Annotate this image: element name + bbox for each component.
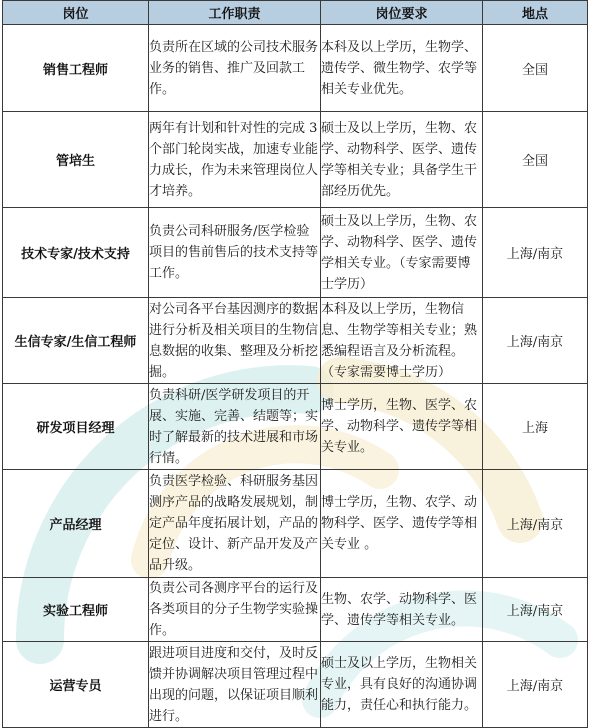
position-cell: 管培生 xyxy=(3,112,149,208)
table-row xyxy=(3,642,588,728)
requirements-cell: 本科及以上学历，生物信息、生物学等相关专业；熟悉编程语言及分析流程。（专家需要博士学历） xyxy=(321,298,483,384)
duties-cell: 对公司各平台基因测序的数据进行分析及相关项目的生物信息数据的收集、整理及分析挖掘。 xyxy=(149,298,321,384)
header-position: 岗位 xyxy=(3,1,149,25)
duties-cell: 负责公司各测序平台的运行及各类项目的分子生物学实验操作。 xyxy=(149,578,321,642)
table-row xyxy=(3,208,588,298)
location-cell: 上海/南京 xyxy=(483,298,588,384)
duties-cell: 负责医学检验、科研服务基因测序产品的战略发展规划，制定产品年度拓展计划，产品的定位、设计、新产品开发及产品升级。 xyxy=(149,470,321,578)
requirements-cell: 博士学历，生物、农学、动物科学、医学、遗传学等相关专业 。 xyxy=(321,470,483,578)
location-cell: 全国 xyxy=(483,112,588,208)
position-cell: 运营专员 xyxy=(3,642,149,728)
table-row xyxy=(3,578,588,642)
requirements-cell: 硕士及以上学历，生物、农学、动物科学、医学、遗传学等相关专业；具备学生干部经历优先。 xyxy=(321,112,483,208)
location-cell: 上海/南京 xyxy=(483,578,588,642)
requirements-cell: 硕士及以上学历，生物相关专业，具有良好的沟通协调能力，责任心和执行能力。 xyxy=(321,642,483,728)
requirements-cell: 博士学历，生物、医学、农学、动物科学、遗传学等相关专业。 xyxy=(321,384,483,470)
location-cell: 上海 xyxy=(483,384,588,470)
location-cell: 全国 xyxy=(483,25,588,112)
table-row xyxy=(3,25,588,112)
location-cell: 上海/南京 xyxy=(483,470,588,578)
location-cell: 上海/南京 xyxy=(483,208,588,298)
table-row xyxy=(3,112,588,208)
table-row xyxy=(3,384,588,470)
table-header-row xyxy=(3,1,588,25)
duties-cell: 两年有计划和针对性的完成 3 个部门轮岗实战，加速专业能力成长，作为未来管理岗位人才培养。 xyxy=(149,112,321,208)
jobs-table xyxy=(2,0,588,728)
position-cell: 生信专家/生信工程师 xyxy=(3,298,149,384)
header-duties: 工作职责 xyxy=(149,1,321,25)
duties-cell: 负责所在区域的公司技术服务业务的销售、推广及回款工作。 xyxy=(149,25,321,112)
position-cell: 产品经理 xyxy=(3,470,149,578)
duties-cell: 跟进项目进度和交付，及时反馈并协调解决项目管理过程中出现的问题，以保证项目顺利进行。 xyxy=(149,642,321,728)
position-cell: 销售工程师 xyxy=(3,25,149,112)
header-location: 地点 xyxy=(483,1,588,25)
duties-cell: 负责公司科研服务/医学检验项目的售前售后的技术支持等工作。 xyxy=(149,208,321,298)
requirements-cell: 生物、农学、动物科学、医学、遗传学等相关专业。 xyxy=(321,578,483,642)
requirements-cell: 硕士及以上学历，生物、农学、动物科学、医学、遗传学相关专业。（专家需要博士学历） xyxy=(321,208,483,298)
duties-cell: 负责科研/医学研发项目的开展、实施、完善、结题等；实时了解最新的技术进展和市场行情。 xyxy=(149,384,321,470)
location-cell: 上海/南京 xyxy=(483,642,588,728)
requirements-cell: 本科及以上学历，生物学、遗传学、微生物学、农学等相关专业优先。 xyxy=(321,25,483,112)
table-row xyxy=(3,298,588,384)
position-cell: 研发项目经理 xyxy=(3,384,149,470)
table-row xyxy=(3,470,588,578)
position-cell: 技术专家/技术支持 xyxy=(3,208,149,298)
position-cell: 实验工程师 xyxy=(3,578,149,642)
header-requirements: 岗位要求 xyxy=(321,1,483,25)
